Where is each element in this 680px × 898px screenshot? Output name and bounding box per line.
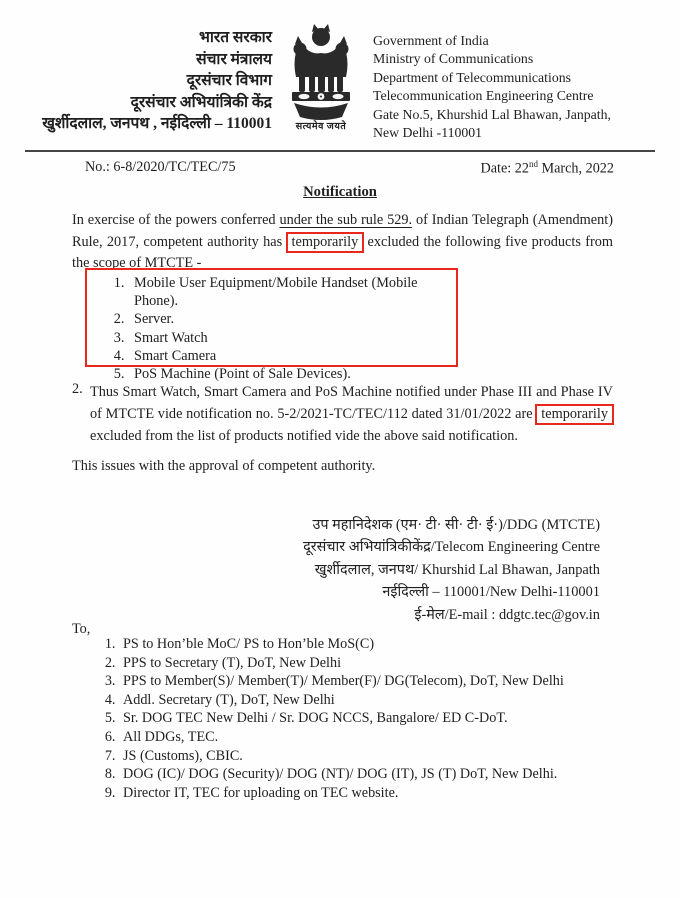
letter-date: [480, 159, 614, 178]
date-ordinal-suffix: nd: [528, 159, 538, 169]
english-address-line: Department of Telecommunications: [373, 69, 572, 85]
to-label: To,: [72, 621, 91, 637]
emblem-motto: सत्यमेव जयते: [295, 122, 347, 132]
underlined-phrase: under the sub rule 529.: [279, 212, 413, 228]
highlighted-word-temporarily: temporarily: [535, 404, 614, 425]
paragraph-text: In exercise of the powers conferred: [72, 212, 280, 228]
english-address-line: Telecommunication Engineering Centre: [373, 88, 594, 104]
distribution-list-item: 8. DOG (IC)/ DOG (Security)/ DOG (NT)/ DOG (IT), JS (T) DoT, New Delhi.: [119, 765, 612, 784]
date-text: Date: 22: [480, 160, 529, 177]
date-text: March, 2022: [537, 160, 614, 177]
english-address-line: Government of India: [373, 33, 489, 48]
signature-line: दूरसंचार अभियांत्रिकीकेंद्र/Telecom Engineering Centre: [303, 539, 600, 556]
approval-statement: This issues with the approval of competent authority.: [72, 458, 376, 474]
excluded-products-highlight-box: [85, 268, 458, 383]
distribution-list-item: 3. PPS to Member(S)/ Member(T)/ Member(F)/ DG(Telecom), DoT, New Delhi: [119, 672, 612, 691]
signature-block: [180, 514, 600, 626]
body-paragraph-1: [72, 210, 613, 275]
hindi-address-line: संचार मंत्रालय: [196, 50, 272, 68]
product-list-item: 1. Mobile User Equipment/Mobile Handset (Mobile Phone).: [128, 274, 456, 310]
paragraph-text: excluded the following five products from the scope of MTCTE -: [72, 233, 613, 271]
paragraph-text: excluded from the list of products notified vide the above said notification.: [90, 428, 518, 444]
distribution-list-item: 4. Addl. Secretary (T), DoT, New Delhi: [119, 691, 612, 710]
reference-number: No.: 6-8/2020/TC/TEC/75: [85, 159, 236, 175]
product-list-item: 4. Smart Camera: [128, 347, 456, 365]
signature-line: नईदिल्ली – 110001/New Delhi-110001: [382, 584, 600, 601]
english-address-line: Gate No.5, Khurshid Lal Bhawan, Janpath,: [373, 106, 611, 122]
distribution-list-item: 2. PPS to Secretary (T), DoT, New Delhi: [119, 654, 612, 673]
hindi-address-line: भारत सरकार: [198, 29, 272, 46]
excluded-products-list: [87, 274, 456, 383]
distribution-list-item: 7. JS (Customs), CBIC.: [119, 747, 612, 766]
hindi-address-block: [28, 27, 272, 135]
paragraph-text: Thus Smart Watch, Smart Camera and PoS Machine notified under Phase III and Phase IV of MTCTE vide notification no. 5-2/2021-TC/TEC/112 dated 31/01/2022 are: [90, 384, 613, 422]
english-address-line: Ministry of Communications: [373, 51, 534, 67]
hindi-address-line: दूरसंचार अभियांत्रिकी केंद्र: [130, 93, 272, 111]
distribution-list: [72, 635, 612, 802]
emblem-of-india-icon: [282, 22, 360, 133]
distribution-list-item: 5. Sr. DOG TEC New Delhi / Sr. DOG NCCS, Bangalore/ ED C-DoT.: [119, 709, 612, 728]
notification-title: Notification: [303, 184, 377, 200]
product-list-item: 3. Smart Watch: [128, 329, 456, 347]
signature-email-line: ई-मेल/E-mail : ddgtc.tec@gov.in: [414, 606, 600, 623]
english-address-line: New Delhi -110001: [373, 125, 483, 141]
distribution-list-item: 6. All DDGs, TEC.: [119, 728, 612, 747]
hindi-address-line: दूरसंचार विभाग: [186, 72, 272, 89]
english-address-block: [373, 32, 623, 142]
body-paragraph-2: [72, 381, 613, 447]
distribution-list-item: 9. Director IT, TEC for uploading on TEC website.: [119, 784, 612, 803]
product-list-item: 2. Server.: [128, 310, 456, 328]
product-list-item: 5. PoS Machine (Point of Sale Devices).: [128, 365, 456, 383]
paragraph-number: 2.: [72, 381, 83, 397]
paragraph-text: of Indian Telegraph (Amendment) Rule, 2017, competent authority has: [72, 212, 613, 250]
header-divider: [25, 150, 655, 152]
distribution-list-item: 1. PS to Hon’ble MoC/ PS to Hon’ble MoS(C): [119, 635, 612, 654]
highlighted-word-temporarily: temporarily: [286, 232, 365, 253]
hindi-address-line: खुर्शीदलाल, जनपथ , नईदिल्ली – 110001: [42, 115, 272, 132]
signature-line: उप महानिदेशक (एम· टी· सी· टी· ई·)/DDG (MTCTE): [312, 517, 600, 533]
signature-line: खुर्शीदलाल, जनपथ/ Khurshid Lal Bhawan, Janpath: [314, 561, 600, 578]
paragraph-text-block: [90, 381, 613, 447]
